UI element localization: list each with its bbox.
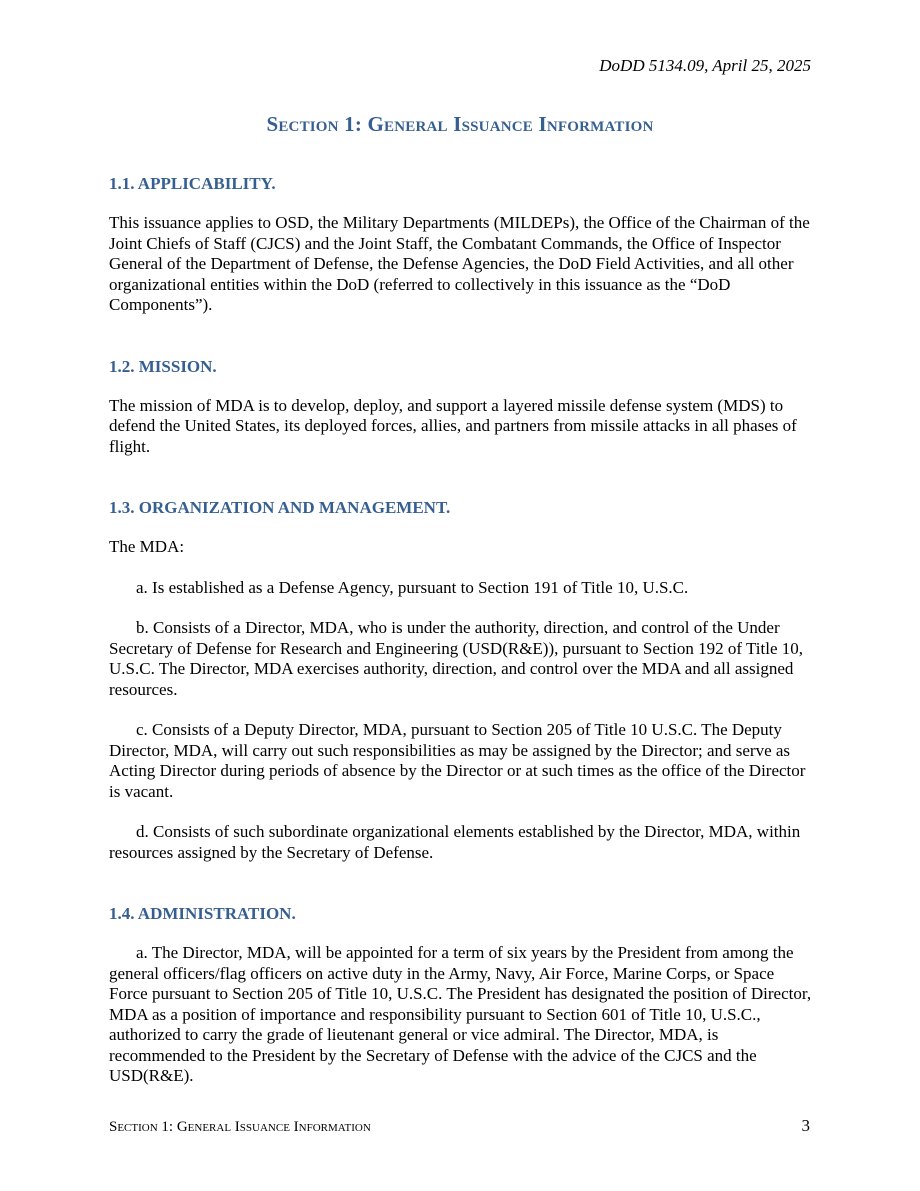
page-number: 3 [801,1116,810,1135]
paragraph-admin-item-a: a. The Director, MDA, will be appointed for a term of six years by the President from among the general officers/flag officers on active duty in the Army, Navy, Air Force, Marine Corps, or Space Force pursuant to Section 205 of Title 10, U.S.C. The President has designated the position of Director, MDA as a position of importance and responsibility pursuant to Section 601 of Title 10, U.S.C., authorized to carry the grade of lieutenant general or vice admiral. The Director, MDA, is recommended to the President by the Secretary of Defense with the advice of the CJCS and the USD(R&E). [109,943,812,1085]
paragraph-mda-intro: The MDA: [109,537,185,556]
heading-mission: 1.2. MISSION. [109,356,217,376]
paragraph-org-item-a: a. Is established as a Defense Agency, pursuant to Section 191 of Title 10, U.S.C. [136,577,689,597]
running-header: DoDD 5134.09, April 25, 2025 [599,56,811,75]
footer-section-label: Section 1: General Issuance Information [109,1119,371,1135]
heading-administration: 1.4. ADMINISTRATION. [109,904,296,923]
heading-organization-management: 1.3. ORGANIZATION AND MANAGEMENT. [109,498,451,517]
paragraph-applicability: This issuance applies to OSD, the Military Departments (MILDEPs), the Office of the Chairman of the Joint Chiefs of Staff (CJCS) and the Joint Staff, the Combatant Commands, the Office of Inspector General of the Department of Defense, the Defense Agencies, the DoD Field Activities, and all other organizational entities within the DoD (referred to collectively in this issuance as the “DoD Components”). [109,213,810,314]
paragraph-mission: The mission of MDA is to develop, deploy, and support a layered missile defense system (MDS) to defend the United States, its deployed forces, allies, and partners from missile attacks in all phases of flight. [109,395,797,456]
heading-applicability: 1.1. APPLICABILITY. [109,174,276,193]
paragraph-org-item-b: b. Consists of a Director, MDA, who is under the authority, direction, and control of the Under Secretary of Defense for Research and Engineering (USD(R&E)), pursuant to Section 192 of Title 10, U.S.C. The Director, MDA exercises authority, direction, and control over the MDA and all assigned resources. [109,618,803,699]
document-body [109,173,813,1107]
paragraph-org-item-c: c. Consists of a Deputy Director, MDA, pursuant to Section 205 of Title 10 U.S.C. The Deputy Director, MDA, will carry out such responsibilities as may be assigned by the Director; and serve as Acting Director during periods of absence by the Director or at such times as the office of the Director is vacant. [109,720,806,801]
section-title: Section 1: General Issuance Information [266,112,654,136]
paragraph-org-item-d: d. Consists of such subordinate organizational elements established by the Director, MDA, within resources assigned by the Secretary of Defense. [109,822,801,862]
